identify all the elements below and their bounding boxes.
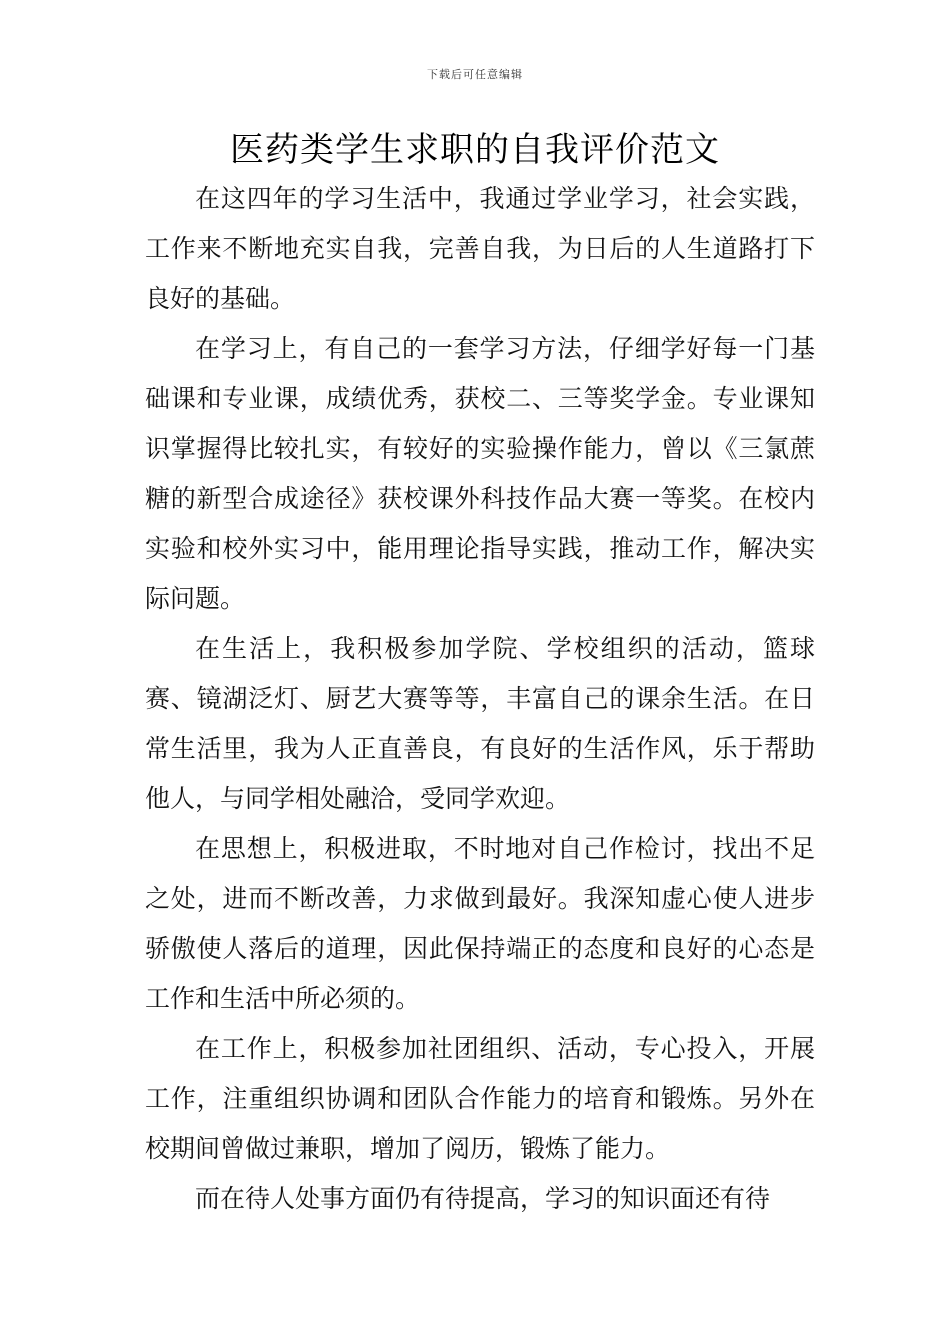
paragraph: 在这四年的学习生活中，我通过学业学习，社会实践，工作来不断地充实自我，完善自我，为日后的人生道路打下良好的基础。 [145, 184, 815, 313]
paragraph: 在思想上，积极进取，不时地对自己作检讨，找出不足之处，进而不断改善，力求做到最好。我深知虚心使人进步骄傲使人落后的道理，因此保持端正的态度和良好的心态是工作和生活中所必须的。 [145, 834, 815, 1013]
document-body [145, 174, 815, 1224]
paragraph: 在学习上，有自己的一套学习方法，仔细学好每一门基础课和专业课，成绩优秀，获校二、三等奖学金。专业课知识掌握得比较扎实，有较好的实验操作能力，曾以《三氯蔗糖的新型合成途径》获校课外科技作品大赛一等奖。在校内实验和校外实习中，能用理论指导实践，推动工作，解决实际问题。 [145, 334, 815, 613]
paragraph: 而在待人处事方面仍有待提高，学习的知识面还有待 [195, 1184, 771, 1213]
page-title: 医药类学生求职的自我评价范文 [230, 130, 720, 170]
header-note: 下载后可任意编辑 [427, 68, 523, 81]
paragraph: 在工作上，积极参加社团组织、活动，专心投入，开展工作，注重组织协调和团队合作能力的培育和锻炼。另外在校期间曾做过兼职，增加了阅历，锻炼了能力。 [145, 1034, 815, 1163]
paragraph: 在生活上，我积极参加学院、学校组织的活动，篮球赛、镜湖泛灯、厨艺大赛等等，丰富自己的课余生活。在日常生活里，我为人正直善良，有良好的生活作风，乐于帮助他人，与同学相处融洽，受同学欢迎。 [145, 634, 815, 813]
